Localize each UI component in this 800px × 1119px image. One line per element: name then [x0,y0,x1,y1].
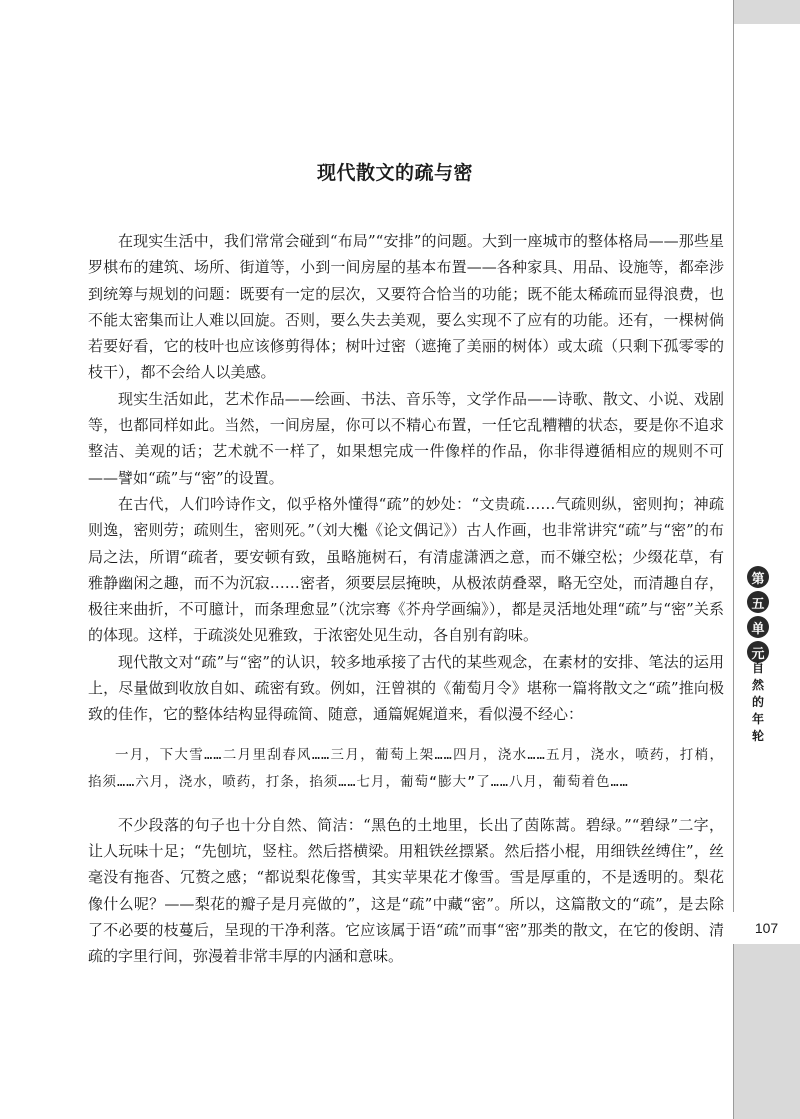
side-band-bottom [733,944,800,1119]
paragraph: 在现实生活中，我们常常会碰到“布局”“安排”的问题。大到一座城市的整体格局——那些星罗棋布的建筑、场所、街道等，小到一间房屋的基本布置——各种家具、用品、设施等，都牵涉到统筹与规划的问题：既要有一定的层次，又要符合恰当的功能；既不能太稀疏而显得浪费，也不能太密集而让人难以回旋。否则，要么失去美观，要么实现不了应有的功能。还有，一棵树倘若要好看，它的枝叶也应该修剪得体；树叶过密（遮掩了美丽的树体）或太疏（只剩下孤零零的枝干），都不会给人以美感。 [88,232,724,382]
unit-char: 单 [747,616,769,638]
paragraph: 不少段落的句子也十分自然、简洁：“黑色的土地里，长出了茵陈蒿。碧绿。”“碧绿”二字，让人玩味十足；“先刨坑，竖柱。然后搭横梁。用粗铁丝摽紧。然后搭小棍，用细铁丝缚住”，丝毫没有拖沓、冗赘之感；“都说梨花像雪，其实苹果花才像雪。雪是厚重的，不是透明的。梨花像什么呢？——梨花的瓣子是月亮做的”，这是“疏”中藏“密”。所以，这篇散文的“疏”，是去除了不必要的枝蔓后，呈现的干净利落。它应该属于语“疏”而事“密”那类的散文，在它的俊朗、清疏的字里行间，弥漫着非常丰厚的内涵和意味。 [88,815,724,966]
page-number: 107 [733,912,800,944]
paragraph: 现实生活如此，艺术作品——绘画、书法、音乐等，文学作品——诗歌、散文、小说、戏剧等，也都同样如此。当然，一间房屋，你可以不精心布置，一任它乱糟糟的状态，要是你不追求整洁、美观的话；艺术就不一样了，如果想完成一件像样的作品，你非得遵循相应的规则不可——譬如“疏”与“密”的设置。 [88,389,724,487]
unit-title-char: 然 [751,678,764,692]
unit-title-char: 年 [751,712,764,726]
unit-title-char: 的 [751,695,764,709]
side-band-top [733,0,800,24]
unit-title-char: 自 [751,661,764,675]
unit-char: 五 [747,591,769,613]
paragraph: 现代散文对“疏”与“密”的认识，较多地承接了古代的某些观念，在素材的安排、笔法的运用上，尽量做到收放自如、疏密有致。例如，汪曾祺的《葡萄月令》堪称一篇将散文之“疏”推向极致的佳作，它的整体结构显得疏简、随意，通篇娓娓道来，看似漫不经心： [88,652,724,724]
paragraph: 在古代，人们吟诗作文，似乎格外懂得“疏”的妙处：“文贵疏……气疏则纵，密则拘；神疏则逸，密则劳；疏则生，密则死。”（刘大櫆《论文偶记》）古人作画，也非常讲究“疏”与“密”的布局之法，所谓“疏者，要安顿有致，虽略施树石，有清虚潇洒之意，而不嫌空松；少缀花草，有雅静幽闲之趣，而不为沉寂……密者，须要层层掩映，从极浓荫叠翠，略无空处，而清趣自存，极往来曲折，不可臆计，而条理愈显”（沈宗骞《芥舟学画编》），都是灵活地处理“疏”与“密”关系的体现。这样，于疏淡处见雅致，于浓密处见生动，各自别有韵味。 [88,494,724,645]
article-title: 现代散文的疏与密 [316,162,473,184]
article-body [88,228,724,969]
unit-title [749,660,767,745]
unit-char: 元 [747,641,769,663]
unit-char: 第 [747,566,769,588]
block-quote: 一月，下大雪……二月里刮春风……三月，葡萄上架……四月，浇水……五月，浇水，喷药，打梢，掐须……六月，浇水，喷药，打条，掐须……七月，葡萄“膨大”了……八月，葡萄着色…… [88,746,724,790]
unit-title-char: 轮 [751,729,764,743]
unit-label [745,566,771,663]
